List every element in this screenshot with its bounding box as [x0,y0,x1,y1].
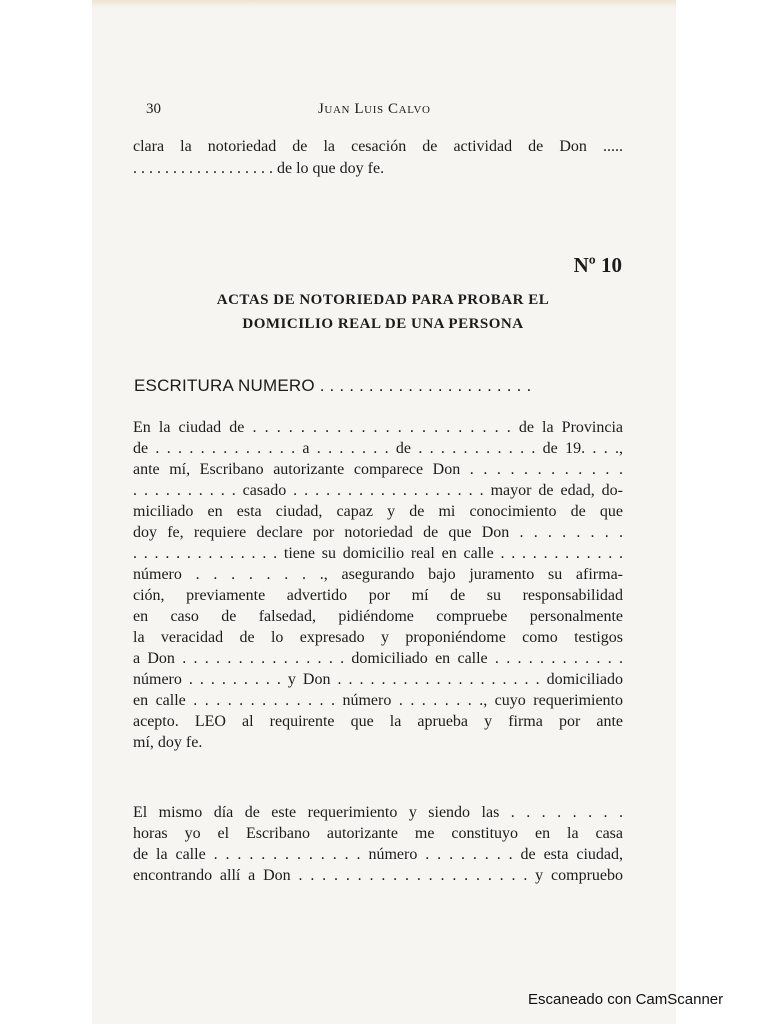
running-header-author: Juan Luis Calvo [318,101,431,117]
paragraph-line: ante mí, Escribano autorizante comparece Don . . . . . . . . . . . . [133,461,623,478]
escritura-numero-field: ESCRITURA NUMERO . . . . . . . . . . . . . . . . . . . . . . [134,376,532,395]
paragraph-line: de la calle . . . . . . . . . . . . . número . . . . . . . . de esta ciudad, [133,846,623,863]
paragraph-line: ción, previamente advertido por mí de su responsabilidad [133,587,623,604]
form-number: Nº 10 [573,253,622,277]
paragraph-line: miciliado en esta ciudad, capaz y de mi conocimiento de que [133,503,623,520]
paragraph-line: El mismo día de este requerimiento y siendo las . . . . . . . . [133,804,623,821]
intro-line: clara la notoriedad de la cesación de actividad de Don ..... [133,138,623,155]
paragraph-line: horas yo el Escribano autorizante me constituyo en la casa [133,825,623,842]
form-title-line: ACTAS DE NOTORIEDAD PARA PROBAR EL [216,292,550,308]
paragraph-line: doy fe, requiere declare por notoriedad de que Don . . . . . . . . [133,524,623,541]
paragraph-line: número . . . . . . . ., asegurando bajo juramento su afirma- [133,566,623,583]
camscanner-watermark: Escaneado con CamScanner [528,991,724,1008]
paragraph-line: En la ciudad de . . . . . . . . . . . . . . . . . . . . . . de la Provincia [133,419,623,436]
page-number: 30 [146,101,161,117]
intro-line: . . . . . . . . . . . . . . . . . . de lo que doy fe. [133,160,385,177]
paragraph-line: la veracidad de lo expresado y proponiéndome como testigos [133,629,623,646]
paragraph-line: . . . . . . . . . . casado . . . . . . . . . . . . . . . . . . mayor de edad, do- [133,482,623,499]
form-title-line: DOMICILIO REAL DE UNA PERSONA [242,316,524,332]
page-top-edge [92,0,676,8]
paragraph-line: a Don . . . . . . . . . . . . . . . domiciliado en calle . . . . . . . . . . . . [133,650,623,667]
paragraph-line: de . . . . . . . . . . . . . a . . . . . . . de . . . . . . . . . . . de 19. . . ., [133,440,623,457]
paragraph-line: . . . . . . . . . . . . . . tiene su domicilio real en calle . . . . . . . . . . . . [133,545,623,562]
paragraph-line: en calle . . . . . . . . . . . . . número . . . . . . . ., cuyo requerimiento [133,692,623,709]
paragraph-line: en caso de falsedad, pidiéndome compruebe personalmente [133,608,623,625]
paragraph-line: acepto. LEO al requirente que la aprueba y firma por ante [133,713,623,730]
paragraph-line: número . . . . . . . . . y Don . . . . . . . . . . . . . . . . . . . domiciliado [133,671,623,688]
paragraph-line: encontrando allí a Don . . . . . . . . . . . . . . . . . . . . y compruebo [133,867,623,884]
paragraph-line: mí, doy fe. [133,734,203,751]
